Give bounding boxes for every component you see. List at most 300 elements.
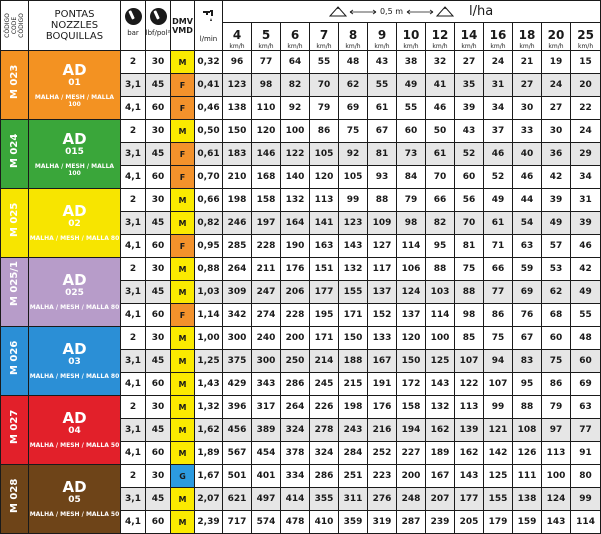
- rate-value: 100: [542, 465, 571, 488]
- rate-value: 120: [397, 327, 426, 350]
- rate-value: 140: [281, 166, 310, 189]
- table-row: [1, 120, 601, 143]
- rate-value: 34: [571, 166, 601, 189]
- rate-value: 79: [310, 97, 339, 120]
- rate-value: 49: [397, 74, 426, 97]
- rate-value: 99: [571, 488, 601, 511]
- pressure-bar-value: 3,1: [121, 488, 146, 511]
- nozzle-name: AD: [62, 271, 87, 289]
- flow-value: 2,07: [195, 488, 223, 511]
- rate-value: 501: [223, 465, 252, 488]
- vmd-class-badge: F: [171, 143, 195, 166]
- rate-value: 151: [310, 258, 339, 281]
- pressure-bar-value: 3,1: [121, 419, 146, 442]
- pressure-bar-value: 3,1: [121, 281, 146, 304]
- speed-unit-label: km/h: [316, 42, 332, 50]
- rate-value: 96: [223, 51, 252, 74]
- rate-value: 41: [426, 74, 455, 97]
- rate-value: 177: [310, 281, 339, 304]
- speed-value: 10: [402, 27, 420, 42]
- nozzle-code: M 025: [9, 202, 20, 237]
- nozzle-code-cell: [1, 327, 29, 396]
- code-label-en: CODE: [11, 16, 18, 35]
- nozzle-mesh: MALHA / MESH / MALLA 100: [34, 162, 115, 177]
- rate-value: 190: [281, 235, 310, 258]
- rate-value: 188: [339, 350, 368, 373]
- rate-value: 15: [571, 51, 601, 74]
- nozzle-name: AD: [62, 340, 87, 358]
- rate-value: 454: [252, 442, 281, 465]
- flow-value: 0,95: [195, 235, 223, 258]
- rate-value: 285: [223, 235, 252, 258]
- rate-value: 60: [397, 120, 426, 143]
- rate-value: 155: [339, 281, 368, 304]
- faucet-icon: [195, 8, 222, 25]
- rate-value: 194: [397, 419, 426, 442]
- nozzle-label-pt: PONTAS: [54, 9, 95, 20]
- pressure-psi-header: [146, 1, 171, 51]
- speed-unit-label: km/h: [490, 42, 506, 50]
- rate-value: 132: [339, 258, 368, 281]
- rate-value: 245: [310, 373, 339, 396]
- rate-value: 162: [455, 442, 484, 465]
- rate-value: 456: [223, 419, 252, 442]
- rate-value: 61: [368, 97, 397, 120]
- nozzle-name: AD: [62, 202, 87, 220]
- rate-value: 35: [455, 74, 484, 97]
- flow-value: 1,25: [195, 350, 223, 373]
- rate-value: 100: [426, 327, 455, 350]
- rate-value: 214: [310, 350, 339, 373]
- pressure-bar-value: 3,1: [121, 74, 146, 97]
- pressure-psi-value: 30: [146, 465, 171, 488]
- rate-value: 191: [368, 373, 397, 396]
- pressure-bar-value: 3,1: [121, 212, 146, 235]
- pressure-bar-value: 2: [121, 51, 146, 74]
- speed-header-7: [310, 23, 339, 51]
- speed-unit-label: km/h: [374, 42, 390, 50]
- rate-value: 198: [223, 189, 252, 212]
- flow-value: 1,89: [195, 442, 223, 465]
- code-label-es: CÓDIGO: [18, 13, 25, 38]
- flow-value: 1,32: [195, 396, 223, 419]
- flow-value: 0,70: [195, 166, 223, 189]
- rate-value: 143: [542, 511, 571, 534]
- rate-value: 189: [426, 442, 455, 465]
- rate-value: 34: [484, 97, 513, 120]
- rate-value: 83: [513, 350, 542, 373]
- rate-value: 103: [426, 281, 455, 304]
- rate-value: 64: [281, 51, 310, 74]
- rate-value: 158: [252, 189, 281, 212]
- rate-value: 55: [310, 51, 339, 74]
- rate-value: 342: [223, 304, 252, 327]
- rate-value: 63: [513, 235, 542, 258]
- rate-value: 243: [339, 419, 368, 442]
- flow-value: 2,39: [195, 511, 223, 534]
- nozzle-mesh: MALHA / MESH / MALLA 100: [34, 93, 115, 108]
- rate-value: 30: [513, 97, 542, 120]
- rate-value: 152: [368, 304, 397, 327]
- nozzle-mesh: MALHA / MESH / MALLA 50: [29, 442, 120, 449]
- vmd-class-badge: M: [171, 212, 195, 235]
- rate-value: 200: [397, 465, 426, 488]
- nozzle-code: M 028: [9, 478, 20, 513]
- flow-value: 1,67: [195, 465, 223, 488]
- rate-value: 68: [542, 304, 571, 327]
- spacing-arrow-icon: [407, 9, 433, 15]
- rate-value: 60: [571, 350, 601, 373]
- rate-value: 55: [571, 304, 601, 327]
- rate-value: 81: [368, 143, 397, 166]
- rate-value: 86: [310, 120, 339, 143]
- speed-unit-label: km/h: [432, 42, 448, 50]
- rate-value: 621: [223, 488, 252, 511]
- rate-value: 98: [397, 212, 426, 235]
- nozzle-description-cell: [29, 396, 121, 465]
- rate-value: 278: [310, 419, 339, 442]
- rate-value: 168: [252, 166, 281, 189]
- flow-value: 1,62: [195, 419, 223, 442]
- pressure-gauge-icon: [150, 8, 167, 25]
- flow-value: 0,50: [195, 120, 223, 143]
- nozzle-code: M 025/1: [9, 260, 20, 306]
- rate-value: 176: [368, 396, 397, 419]
- rate-value: 197: [252, 212, 281, 235]
- nozzle-code: M 024: [9, 133, 20, 168]
- nozzle-code-cell: [1, 465, 29, 534]
- pressure-psi-value: 60: [146, 442, 171, 465]
- nozzle-number: 05: [68, 495, 81, 505]
- pressure-bar-value: 3,1: [121, 143, 146, 166]
- rate-value: 88: [455, 281, 484, 304]
- rate-value: 172: [397, 373, 426, 396]
- rate-value: 36: [542, 143, 571, 166]
- rate-value: 52: [484, 166, 513, 189]
- rate-value: 124: [542, 488, 571, 511]
- vmd-class-badge: M: [171, 120, 195, 143]
- nozzle-number: 02: [68, 219, 81, 229]
- speed-unit-label: km/h: [519, 42, 535, 50]
- vmd-class-badge: M: [171, 350, 195, 373]
- rate-value: 95: [513, 373, 542, 396]
- rate-value: 57: [542, 235, 571, 258]
- flow-value: 0,41: [195, 74, 223, 97]
- rate-value: 48: [339, 51, 368, 74]
- rate-value: 52: [455, 143, 484, 166]
- speed-value: 12: [431, 27, 449, 42]
- rate-value: 82: [281, 74, 310, 97]
- rate-value: 62: [542, 281, 571, 304]
- pressure-bar-value: 4,1: [121, 442, 146, 465]
- rate-value: 276: [368, 488, 397, 511]
- pressure-psi-value: 45: [146, 281, 171, 304]
- rate-value: 143: [455, 465, 484, 488]
- rate-value: 105: [339, 166, 368, 189]
- table-row: [1, 258, 601, 281]
- rate-value: 375: [223, 350, 252, 373]
- flow-value: 0,32: [195, 51, 223, 74]
- vmd-class-badge: F: [171, 235, 195, 258]
- rate-value: 66: [426, 189, 455, 212]
- rate-value: 300: [223, 327, 252, 350]
- nozzle-mesh: MALHA / MESH / MALLA 50: [29, 511, 120, 518]
- rate-value: 75: [542, 350, 571, 373]
- flow-value: 0,82: [195, 212, 223, 235]
- rate-value: 67: [368, 120, 397, 143]
- rate-value: 138: [513, 488, 542, 511]
- rate-value: 95: [426, 235, 455, 258]
- rate-value: 176: [281, 258, 310, 281]
- speed-header-25: [571, 23, 601, 51]
- rate-value: 94: [484, 350, 513, 373]
- code-label-pt: CÓDIGO: [4, 13, 11, 38]
- rate-value: 27: [513, 74, 542, 97]
- rate-value: 216: [368, 419, 397, 442]
- rate-value: 126: [513, 442, 542, 465]
- pressure-psi-value: 45: [146, 488, 171, 511]
- flow-value: 0,66: [195, 189, 223, 212]
- rate-value: 117: [368, 258, 397, 281]
- speed-header-10: [397, 23, 426, 51]
- rate-value: 55: [397, 97, 426, 120]
- rate-value: 43: [455, 120, 484, 143]
- vmd-class-badge: M: [171, 189, 195, 212]
- speed-value: 6: [290, 27, 300, 42]
- rate-value: 107: [455, 350, 484, 373]
- table-row: [1, 327, 601, 350]
- speed-header-4: [223, 23, 252, 51]
- rate-value: 42: [542, 166, 571, 189]
- rate-value: 311: [339, 488, 368, 511]
- rate-value: 252: [368, 442, 397, 465]
- nozzle-name: AD: [62, 478, 87, 496]
- vmd-class-badge: F: [171, 166, 195, 189]
- rate-value: 124: [397, 281, 426, 304]
- nozzle-mesh: MALHA / MESH / MALLA 80: [29, 235, 120, 242]
- spacing-arrow-icon: [350, 9, 376, 15]
- rate-value: 27: [455, 51, 484, 74]
- flow-value: 0,46: [195, 97, 223, 120]
- nozzle-label-en: NOZZLES: [50, 20, 99, 31]
- vmd-class-badge: M: [171, 281, 195, 304]
- rate-value: 133: [368, 327, 397, 350]
- rate-value: 105: [310, 143, 339, 166]
- rate-value: 287: [397, 511, 426, 534]
- rate-value: 309: [223, 281, 252, 304]
- speed-header-6: [281, 23, 310, 51]
- rate-value: 378: [281, 442, 310, 465]
- rate-value: 93: [368, 166, 397, 189]
- pressure-bar-value: 4,1: [121, 304, 146, 327]
- rate-value: 71: [484, 235, 513, 258]
- rate-value: 138: [223, 97, 252, 120]
- speed-header-8: [339, 23, 368, 51]
- rate-value: 132: [426, 396, 455, 419]
- spray-cone-icon: [330, 7, 346, 16]
- rate-value: 114: [571, 511, 601, 534]
- speed-unit-label: km/h: [258, 42, 274, 50]
- spray-cone-icon: [437, 7, 453, 16]
- rate-value: 319: [368, 511, 397, 534]
- speed-unit-label: km/h: [461, 42, 477, 50]
- flow-value: 1,14: [195, 304, 223, 327]
- pressure-gauge-icon: [125, 8, 142, 25]
- rate-value: 300: [252, 350, 281, 373]
- pressure-bar-value: 2: [121, 258, 146, 281]
- rate-value: 67: [513, 327, 542, 350]
- pressure-bar-value: 4,1: [121, 235, 146, 258]
- vmd-label-pt: DMV: [172, 16, 193, 26]
- rate-value: 183: [223, 143, 252, 166]
- rate-value: 49: [484, 189, 513, 212]
- speed-header-14: [455, 23, 484, 51]
- rate-value: 85: [455, 327, 484, 350]
- rate-value: 31: [571, 189, 601, 212]
- nozzle-description-cell: [29, 51, 121, 120]
- application-rate-header: [223, 1, 601, 23]
- rate-value: 286: [281, 373, 310, 396]
- rate-value: 113: [455, 396, 484, 419]
- rate-value: 125: [426, 350, 455, 373]
- rate-value: 206: [281, 281, 310, 304]
- rate-value: 274: [252, 304, 281, 327]
- rate-value: 150: [339, 327, 368, 350]
- vmd-class-badge: M: [171, 51, 195, 74]
- pressure-bar-value: 2: [121, 396, 146, 419]
- rate-value: 478: [281, 511, 310, 534]
- rate-value: 32: [426, 51, 455, 74]
- speed-unit-label: km/h: [577, 42, 594, 50]
- rate-value: 137: [397, 304, 426, 327]
- nozzle-number: 01: [68, 77, 81, 88]
- rate-value: 88: [426, 258, 455, 281]
- rate-value: 111: [513, 465, 542, 488]
- rate-value: 177: [455, 488, 484, 511]
- rate-value: 82: [426, 212, 455, 235]
- rate-value: 79: [542, 396, 571, 419]
- speed-header-5: [252, 23, 281, 51]
- rate-value: 38: [397, 51, 426, 74]
- rate-value: 100: [281, 120, 310, 143]
- pressure-bar-value: 4,1: [121, 97, 146, 120]
- pressure-psi-value: 30: [146, 327, 171, 350]
- rate-value: 53: [542, 258, 571, 281]
- rate-value: 109: [368, 212, 397, 235]
- pressure-psi-value: 30: [146, 396, 171, 419]
- rate-value: 247: [252, 281, 281, 304]
- rate-value: 24: [542, 74, 571, 97]
- speed-value: 5: [261, 27, 271, 42]
- nozzle-code-cell: [1, 51, 29, 120]
- rate-value: 179: [484, 511, 513, 534]
- rate-value: 70: [310, 74, 339, 97]
- nozzle-mesh: MALHA / MESH / MALLA 80: [29, 373, 120, 380]
- rate-value: 167: [368, 350, 397, 373]
- rate-value: 142: [484, 442, 513, 465]
- rate-value: 200: [281, 327, 310, 350]
- pressure-psi-value: 60: [146, 304, 171, 327]
- rate-value: 121: [484, 419, 513, 442]
- vmd-class-badge: F: [171, 304, 195, 327]
- table-row: [1, 51, 601, 74]
- speed-value: 20: [547, 27, 565, 42]
- rate-value: 75: [339, 120, 368, 143]
- rate-value: 77: [571, 419, 601, 442]
- rate-value: 49: [542, 212, 571, 235]
- pressure-psi-value: 60: [146, 97, 171, 120]
- nozzle-code-cell: [1, 396, 29, 465]
- rate-value: 63: [571, 396, 601, 419]
- rate-value: 77: [252, 51, 281, 74]
- speed-value: 9: [377, 27, 387, 42]
- pressure-bar-label: bar: [127, 28, 139, 37]
- rate-value: 198: [339, 396, 368, 419]
- pressure-psi-label: lbf/pol²: [145, 28, 171, 37]
- nozzle-mesh: MALHA / MESH / MALLA 80: [29, 304, 120, 311]
- vmd-label-en: VMD: [172, 25, 193, 35]
- speed-unit-label: km/h: [229, 42, 245, 50]
- rate-value: 207: [426, 488, 455, 511]
- rate-value: 44: [513, 189, 542, 212]
- rate-value: 248: [397, 488, 426, 511]
- rate-value: 88: [513, 396, 542, 419]
- rate-value: 497: [252, 488, 281, 511]
- nozzle-spacing-label: 0,5 m: [379, 7, 403, 16]
- nozzle-number: 03: [68, 357, 81, 367]
- nozzle-description-cell: [29, 120, 121, 189]
- pressure-psi-value: 60: [146, 166, 171, 189]
- rate-value: 127: [368, 235, 397, 258]
- rate-value: 264: [281, 396, 310, 419]
- rate-value: 143: [339, 235, 368, 258]
- rate-value: 246: [223, 212, 252, 235]
- rate-value: 69: [571, 373, 601, 396]
- speed-header-20: [542, 23, 571, 51]
- speed-unit-label: km/h: [345, 42, 361, 50]
- rate-value: 401: [252, 465, 281, 488]
- rate-value: 122: [455, 373, 484, 396]
- rate-value: 92: [339, 143, 368, 166]
- rate-value: 39: [571, 212, 601, 235]
- rate-value: 97: [542, 419, 571, 442]
- rate-value: 113: [542, 442, 571, 465]
- rate-value: 155: [484, 488, 513, 511]
- rate-value: 284: [339, 442, 368, 465]
- rate-value: 125: [484, 465, 513, 488]
- flow-value: 0,61: [195, 143, 223, 166]
- rate-value: 396: [223, 396, 252, 419]
- code-column-header: [1, 1, 29, 51]
- rate-value: 99: [484, 396, 513, 419]
- rate-value: 69: [513, 281, 542, 304]
- nozzle-name: AD: [62, 129, 87, 148]
- rate-value: 92: [281, 97, 310, 120]
- nozzle-description-cell: [29, 189, 121, 258]
- rate-value: 66: [484, 258, 513, 281]
- rate-value: 389: [252, 419, 281, 442]
- rate-value: 110: [252, 97, 281, 120]
- rate-value: 106: [397, 258, 426, 281]
- rate-value: 79: [397, 189, 426, 212]
- rate-value: 19: [542, 51, 571, 74]
- rate-value: 30: [542, 120, 571, 143]
- flow-value: 0,88: [195, 258, 223, 281]
- rate-value: 24: [571, 120, 601, 143]
- rate-value: 228: [252, 235, 281, 258]
- speed-unit-label: km/h: [403, 42, 419, 50]
- application-rate-unit: l/ha: [469, 4, 494, 19]
